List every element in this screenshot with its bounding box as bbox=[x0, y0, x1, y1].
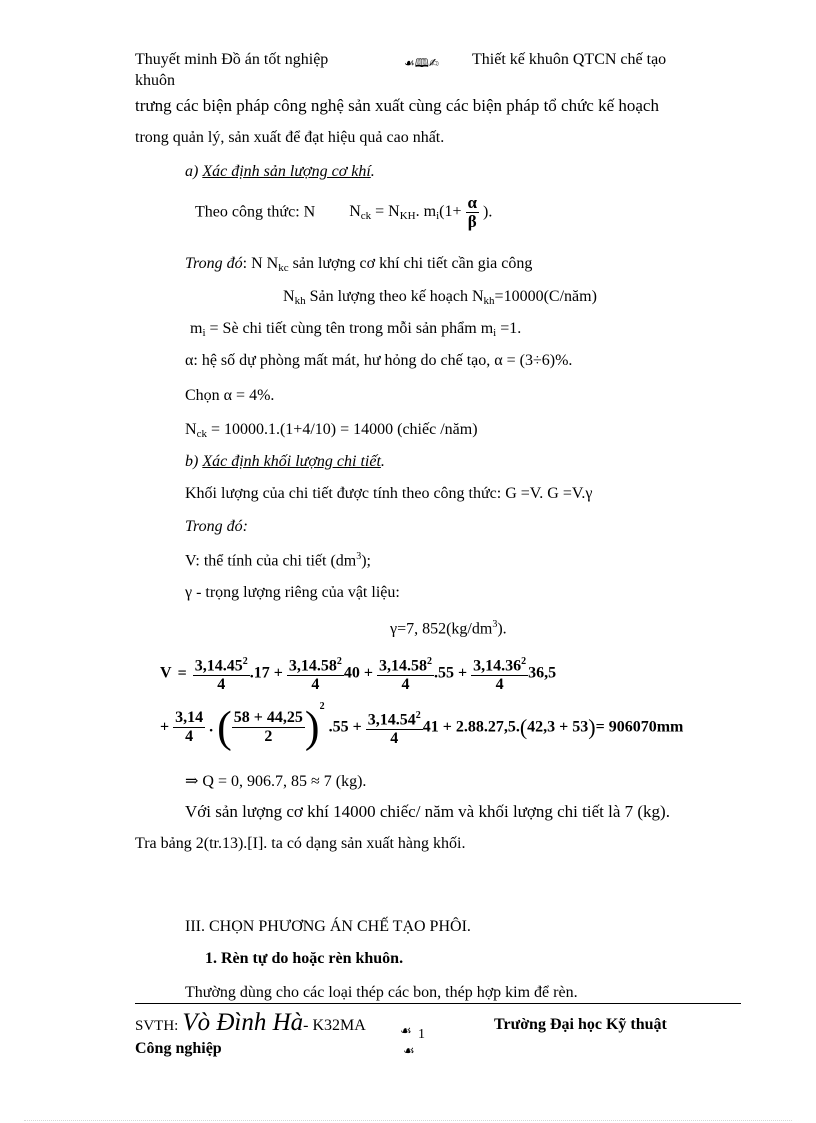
choose-alpha: Chọn α = 4%. bbox=[185, 387, 275, 404]
volume-equation-row-1: V = $\frac{3,14.45^2}{4}$ .17 + $\frac{3,14.58^2}{4}$ 40 + $\frac{3,14.58^2}{4}$ .55 + $\frac{3,14.36^2}{4}$ 36,5 bbox=[160, 653, 556, 694]
paragraph-line-1: trưng các biện pháp công nghệ sản xuất cùng các biện pháp tổ chức kế hoạch bbox=[135, 96, 659, 115]
mass-formula-line: Khối lượng của chi tiết được tính theo công thức: G =V. G =V.γ bbox=[185, 485, 593, 502]
footer-school: Trường Đại học Kỹ thuật bbox=[494, 1016, 667, 1033]
header-left: Thuyết minh Đồ án tốt nghiệp bbox=[135, 51, 329, 68]
last-paragraph-line: Thường dùng cho các loại thép các bon, thép hợp kim để rèn. bbox=[185, 984, 578, 1001]
conclusion-line-1: Với sản lượng cơ khí 14000 chiếc/ năm và khối lượng chi tiết là 7 (kg). bbox=[185, 802, 670, 821]
page-bottom-edge bbox=[24, 1120, 792, 1121]
subsection-1-heading: 1. Rèn tự do hoặc rèn khuôn. bbox=[205, 950, 404, 967]
section-iii-heading: III. CHỌN PHƯƠNG ÁN CHẾ TẠO PHÔI. bbox=[185, 918, 471, 935]
header-wrap: khuôn bbox=[135, 72, 175, 89]
page-number: 1 bbox=[418, 1027, 425, 1042]
footer-divider bbox=[135, 1003, 741, 1004]
header-right: Thiết kế khuôn QTCN chế tạo bbox=[472, 51, 667, 68]
footer-student: SVTH: Vò Đình Hà- K32MA bbox=[135, 1009, 366, 1036]
gamma-line: γ - trọng lượng riêng của vật liệu: bbox=[185, 584, 400, 601]
volume-equation-row-2: + $\frac{3,14}{4}$ . ( $\frac{58 + 44,25}{2}$ )$^2$ .55 + $\frac{3,14.54^2}{4}$ 41 + 2.88.27,5.(42,3 + 53)= 906070mm bbox=[160, 701, 684, 752]
where-label-1: Trong đó: N $N_{kc}$ sản lượng cơ khí chi tiết cần gia công bbox=[185, 255, 533, 274]
nkh-line: $N_{kh}$ Sản lượng theo kế hoạch $N_{kh}=10000(C/năm)$ bbox=[283, 288, 597, 307]
conclusion-line-2: Tra bảng 2(tr.13).[I]. ta có dạng sản xuất hàng khối. bbox=[135, 835, 466, 852]
mass-result: ⇒ Q = 0, 906.7, 85 ≈ 7 (kg). bbox=[185, 773, 367, 790]
header-ornament-icon: ☙🕮✍ bbox=[404, 56, 439, 70]
volume-line: V: thể tính của chi tiết $(dm^3)$; bbox=[185, 551, 371, 570]
section-a-heading: a) Xác định sản lượng cơ khí. bbox=[185, 163, 375, 180]
section-b-heading: b) Xác định khối lượng chi tiết. bbox=[185, 453, 385, 470]
alpha-line: α: hệ số dự phòng mất mát, hư hỏng do chế tạo, α = (3÷6)%. bbox=[185, 352, 573, 369]
footer-ornament-2-icon: ☙ bbox=[403, 1044, 415, 1059]
gamma-value: γ=7, $852(kg/dm^3)$. bbox=[390, 619, 507, 638]
paragraph-line-2: trong quản lý, sản xuất để đạt hiệu quả cao nhất. bbox=[135, 129, 445, 146]
nck-result: $N_{ck} = 10000.1.(1+4/10) = 14000$ (chiếc /năm) bbox=[185, 421, 478, 440]
where-label-2: Trong đó: bbox=[185, 518, 248, 535]
footer-school-line-2: Công nghiệp bbox=[135, 1040, 222, 1057]
footer-ornament-icon: ☙ bbox=[400, 1024, 412, 1039]
formula-ck: Theo công thức: N $N_{ck} = N_{KH}$. $m_i(1+$ $\frac{\alpha}{\beta}$ ). bbox=[195, 193, 493, 231]
mi-line: $m_i$ = Sè chi tiết cùng tên trong mỗi sản phẩm $m_i =1$. bbox=[190, 320, 522, 339]
